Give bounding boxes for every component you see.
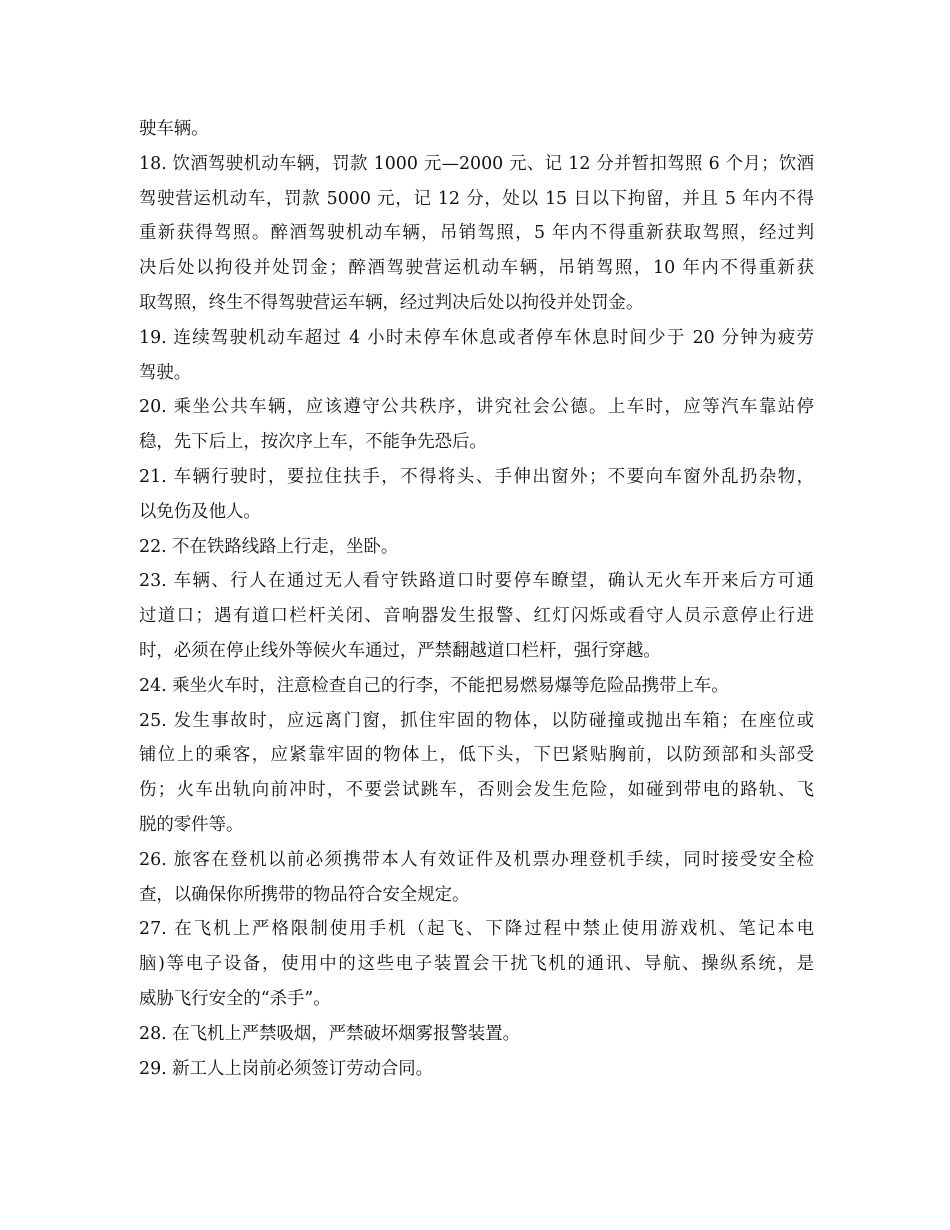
text-line: 驾驶营运机动车，罚款 5000 元，记 12 分，处以 15 日以下拘留，并且 5 年内不得 (139, 188, 814, 209)
text-line: 脱的零件等。 (139, 814, 244, 835)
text-line: 时，必须在停止线外等候火车通过，严禁翻越道口栏杆，强行穿越。 (139, 640, 661, 661)
paragraph-item-27 (139, 912, 814, 1016)
paragraph-item-22 (139, 530, 814, 565)
paragraph-item-26 (139, 843, 814, 913)
paragraph-item-24 (139, 669, 814, 704)
text-line: 威胁飞行安全的“杀手”。 (139, 988, 331, 1009)
paragraph-item-18 (139, 147, 814, 321)
paragraph-item-20 (139, 390, 814, 460)
text-line: 伤；火车出轨向前冲时，不要尝试跳车，否则会发生危险，如碰到带电的路轨、飞 (139, 780, 814, 801)
text-line: 25. 发生事故时，应远离门窗，抓住牢固的物体，以防碰撞或抛出车箱；在座位或 (139, 710, 814, 731)
text-line: 过道口；遇有道口栏杆关闭、音响器发生报警、红灯闪烁或看守人员示意停止行进 (139, 606, 814, 627)
paragraph-continuation (139, 112, 814, 147)
text-line: 18. 饮酒驾驶机动车辆，罚款 1000 元—2000 元、记 12 分并暂扣驾照 6 个月；饮酒 (139, 153, 814, 174)
text-line: 24. 乘坐火车时，注意检查自己的行李，不能把易燃易爆等危险品携带上车。 (139, 675, 729, 696)
text-line: 铺位上的乘客，应紧靠牢固的物体上，低下头，下巴紧贴胸前，以防颈部和头部受 (139, 745, 814, 766)
text-line: 21. 车辆行驶时，要拉住扶手，不得将头、手伸出窗外；不要向车窗外乱扔杂物， (139, 466, 814, 487)
text-line: 驾驶。 (139, 362, 192, 383)
text-line: 脑)等电子设备，使用中的这些电子装置会干扰飞机的通讯、导航、操纵系统，是 (139, 954, 814, 975)
paragraph-item-28 (139, 1017, 814, 1052)
text-line: 稳，先下后上，按次序上车，不能争先恐后。 (139, 432, 487, 453)
text-line: 重新获得驾照。醉酒驾驶机动车辆，吊销驾照，5 年内不得重新获取驾照，经过判 (139, 223, 814, 244)
text-line: 27. 在飞机上严格限制使用手机（起飞、下降过程中禁止使用游戏机、笔记本电 (139, 919, 814, 940)
text-line: 22. 不在铁路线路上行走，坐卧。 (139, 536, 399, 557)
text-line: 28. 在飞机上严禁吸烟，严禁破坏烟雾报警装置。 (139, 1023, 520, 1044)
text-line: 驶车辆。 (139, 119, 209, 139)
text-line: 20. 乘坐公共车辆，应该遵守公共秩序，讲究社会公德。上车时，应等汽车靠站停 (139, 397, 814, 418)
text-line: 29. 新工人上岗前必须签订劳动合同。 (139, 1058, 434, 1079)
text-line: 23. 车辆、行人在通过无人看守铁路道口时要停车瞭望，确认无火车开来后方可通 (139, 571, 814, 592)
document-body (139, 112, 814, 1086)
text-line: 19. 连续驾驶机动车超过 4 小时未停车休息或者停车休息时间少于 20 分钟为疲劳 (139, 327, 814, 348)
paragraph-item-23 (139, 564, 814, 668)
paragraph-item-19 (139, 321, 814, 391)
paragraph-item-29 (139, 1052, 814, 1087)
text-line: 查，以确保你所携带的物品符合安全规定。 (139, 884, 470, 905)
text-line: 决后处以拘役并处罚金；醉酒驾驶营运机动车辆，吊销驾照，10 年内不得重新获 (139, 258, 814, 279)
paragraph-item-21 (139, 460, 814, 530)
paragraph-item-25 (139, 704, 814, 843)
text-line: 以免伤及他人。 (139, 501, 261, 522)
text-line: 26. 旅客在登机以前必须携带本人有效证件及机票办理登机手续，同时接受安全检 (139, 849, 814, 870)
text-line: 取驾照，终生不得驾驶营运车辆，经过判决后处以拘役并处罚金。 (139, 292, 644, 313)
